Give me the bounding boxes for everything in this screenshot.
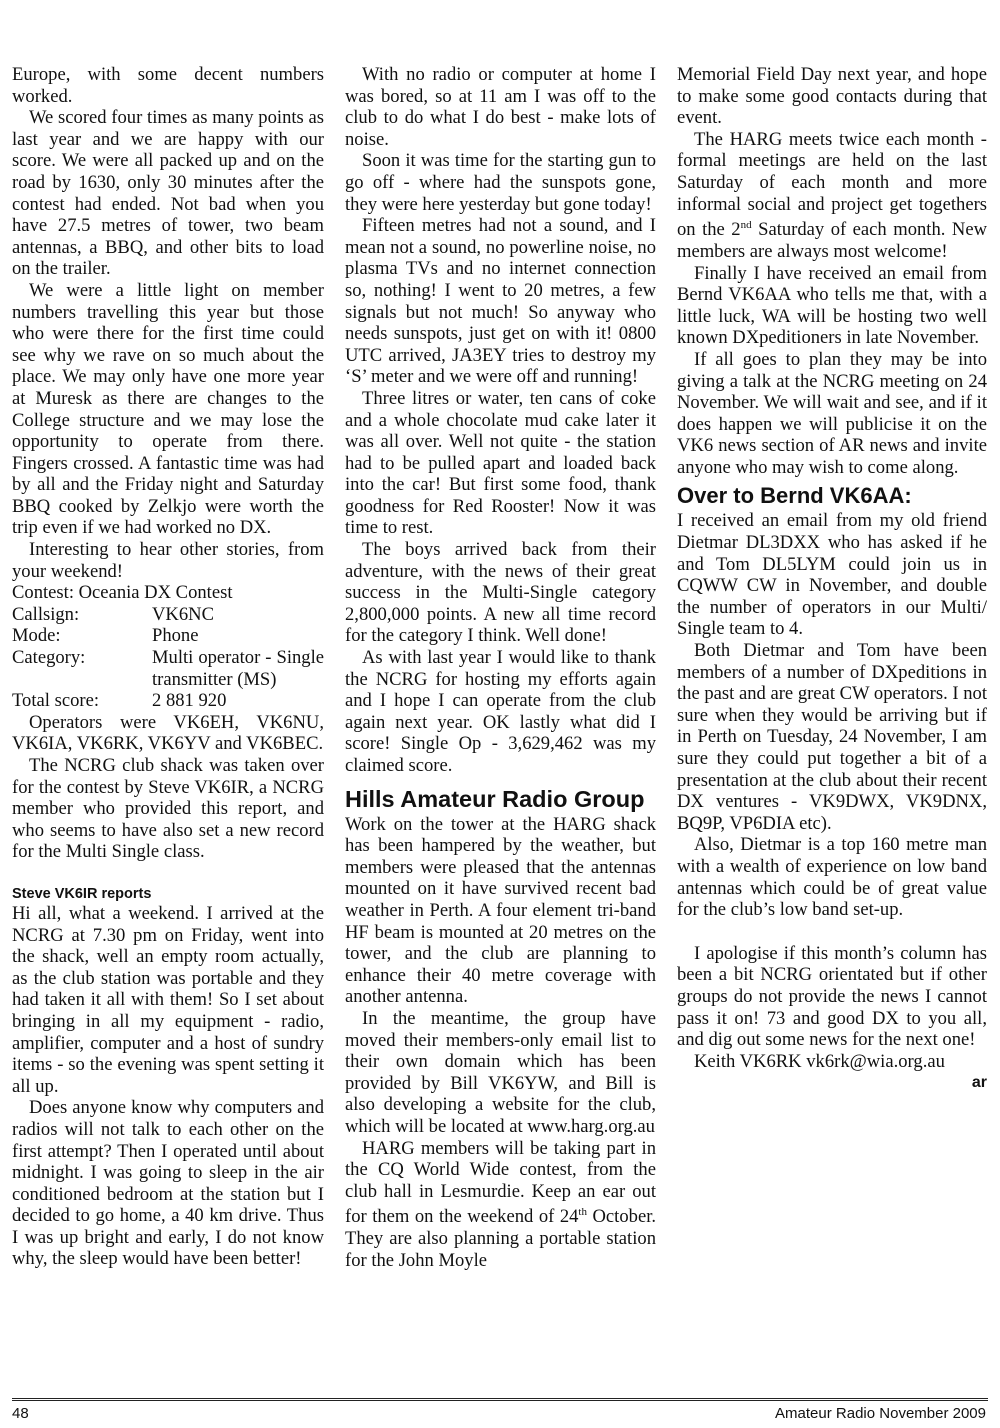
section-heading: Over to Bernd VK6AA: bbox=[677, 483, 912, 509]
mode-row bbox=[12, 625, 324, 647]
contest-summary bbox=[12, 582, 324, 712]
column-3 bbox=[677, 64, 987, 1092]
mode-label: Mode: bbox=[12, 625, 61, 647]
text-run: The HARG meets twice each month - formal meetings are held on the last Saturday of each month and more informal social and project get togethers on the 2 bbox=[677, 128, 987, 241]
footer-rule bbox=[12, 1398, 988, 1401]
paragraph: Soon it was time for the starting gun to go off - where had the sunspots gone, they were here yesterday but gone today! bbox=[345, 150, 656, 215]
paragraph: We were a little light on member numbers travelling this year but those who were there for the first time could see why we rave on so much about the place. We may only have one more year at Muresk as there are changes to the College structure and we may lose the opportunity to operate from there. Fingers crossed. A fantastic time was had by all and the Friday night and Saturday BBQ cooked by Zelkjo were worth the trip even if we had worked no DX. bbox=[12, 279, 324, 539]
callsign-label: Callsign: bbox=[12, 603, 80, 625]
page-number: 48 bbox=[12, 1405, 29, 1422]
paragraph: As with last year I would like to thank the NCRG for hosting my efforts again and I hope I can operate from the club again next year. OK lastly what did I score! Single Op - 3,629,462 was my claimed score. bbox=[345, 647, 656, 776]
paragraph: Fifteen metres had not a sound, and I mean not a sound, no powerline noise, no plasma TVs and no internet connection so, nothing! I went to 20 metres, a few signals but not much! So anyway who needs sunspots, just get on with it! 0800 UTC arrived, JA3EY tries to destroy my ‘S’ meter and we were off and running! bbox=[345, 215, 656, 388]
column-1 bbox=[12, 64, 324, 1270]
callsign-value: VK6NC bbox=[152, 603, 214, 625]
paragraph: With no radio or computer at home I was bored, so at 11 am I was off to the club to do what I do best - make lots of noise. bbox=[345, 64, 656, 150]
category-row bbox=[12, 647, 324, 690]
paragraph: We scored four times as many points as last year and we are happy with our score. We were all packed up and on the road by 1630, only 30 minutes after the contest had ended. Not bad when you have 27.5 metres of tower, two beam antennas, a BBQ, and other bits to load on the trailer. bbox=[12, 107, 324, 280]
superscript: nd bbox=[740, 219, 752, 232]
paragraph: If all goes to plan they may be into giving a talk at the NCRG meeting on 24 November. We will wait and see, and if it does happen we will publicise it on the VK6 news section of AR news and invite anyone who may wish to come along. bbox=[677, 348, 987, 478]
total-score-value: 2 881 920 bbox=[152, 690, 227, 712]
subheading: Steve VK6IR reports bbox=[12, 885, 152, 902]
publication-line: Amateur Radio November 2009 bbox=[775, 1405, 986, 1422]
paragraph: Three litres or water, ten cans of coke and a whole chocolate mud cake later it was all over. Well not quite - the station had to be pulled apart and loaded back into the car! But first some food, thank goodness for Red Rooster! Now it was time to rest. bbox=[345, 387, 656, 539]
superscript: th bbox=[578, 1206, 587, 1219]
paragraph: Interesting to hear other stories, from your weekend! bbox=[12, 539, 324, 582]
paragraph: Operators were VK6EH, VK6NU, VK6IA, VK6RK, VK6YV and VK6BEC. bbox=[12, 711, 324, 755]
paragraph: In the meantime, the group have moved their members-only email list to their own domain which has been provided by Bill VK6YW, and Bill is also developing a website for the club, which will be located at www.harg.org.au bbox=[345, 1007, 656, 1137]
text-run: Saturday of each month. New members are always most welcome! bbox=[677, 219, 987, 262]
paragraph: Memorial Field Day next year, and hope to make some good contacts during that event. bbox=[677, 64, 987, 129]
paragraph: The boys arrived back from their adventure, with the news of their great success in the Multi-Single category 2,800,000 points. A new all time record for the category I think. Well done! bbox=[345, 539, 656, 647]
paragraph: The NCRG club shack was taken over for the contest by Steve VK6IR, a NCRG member who provided this report, and who seems to have also set a new record for the Multi Single class. bbox=[12, 755, 324, 863]
mode-value: Phone bbox=[152, 625, 199, 647]
column-2 bbox=[345, 64, 656, 1271]
category-value: Multi operator - Single transmitter (MS) bbox=[152, 647, 324, 690]
end-mark: ar bbox=[971, 1074, 987, 1092]
signoff: Keith VK6RK vk6rk@wia.org.au bbox=[694, 1050, 945, 1072]
total-score-row bbox=[12, 690, 324, 712]
section-heading: Hills Amateur Radio Group bbox=[345, 785, 645, 812]
paragraph bbox=[345, 1138, 656, 1272]
paragraph: Also, Dietmar is a top 160 metre man with a wealth of experience on low band antennas which could be of great value for the club’s low band set-up. bbox=[677, 834, 987, 921]
paragraph bbox=[677, 129, 987, 263]
paragraph: Finally I have received an email from Bernd VK6AA who tells me that, with a little luck, WA will be hosting two well known DXpeditioners in late November. bbox=[677, 262, 987, 349]
text-run: October. They are also planning a portable station for the John Moyle bbox=[345, 1206, 657, 1271]
paragraph: Work on the tower at the HARG shack has been hampered by the weather, but members were pleased that the antennas mounted on it have survived recent bad weather in Perth. A four element tri-band HF beam is mounted at 20 metres on the tower, and the club are planning to enhance their 40 metre coverage with another antenna. bbox=[345, 813, 656, 1008]
paragraph: Europe, with some decent numbers worked. bbox=[12, 64, 324, 107]
total-score-label: Total score: bbox=[12, 690, 99, 712]
contest-line: Contest: Oceania DX Contest bbox=[12, 582, 233, 604]
paragraph: Hi all, what a weekend. I arrived at the NCRG at 7.30 pm on Friday, went into the shack, well an empty room actually, as the club station was portable and they had taken it all with them! So I set about bringing in all my equipment - radio, amplifier, computer and a host of sundry items - so the evening was spent setting it all up. bbox=[12, 902, 324, 1097]
callsign-row bbox=[12, 604, 324, 626]
text-run: HARG members will be taking part in the CQ World Wide contest, from the club hall in Lesmurdie. Keep an ear out for them on the weekend of 24 bbox=[345, 1137, 656, 1228]
paragraph: I apologise if this month’s column has been a bit NCRG orientated but if other groups do not provide the news I cannot pass it on! 73 and good DX to you all, and dig out some news for the next one! bbox=[677, 942, 987, 1051]
paragraph: Does anyone know why computers and radios will not talk to each other on the first attempt? Then I operated until about midnight. I was going to sleep in the air conditioned bedroom at the station but I decided to go home, a 40 km drive. Thus I was up bright and early, I do not know why, the sleep would have been better! bbox=[12, 1097, 324, 1270]
paragraph: Both Dietmar and Tom have been members of a number of DXpeditions in the past and are great CW operators. I not sure when they would be arriving but if in Perth on Tuesday, 24 November, I am sure they could put together a bit of a presentation at the club about their recent DX ventures - VK9DWX, VK9DNX, BQ9P, VP6DIA etc). bbox=[677, 640, 987, 834]
paragraph: I received an email from my old friend Dietmar DL3DXX who has asked if he and Tom DL5LYM could join us in CQWW CW in November, and double the number of operators in our Multi/ Single team to 4. bbox=[677, 510, 987, 640]
category-label: Category: bbox=[12, 647, 86, 669]
